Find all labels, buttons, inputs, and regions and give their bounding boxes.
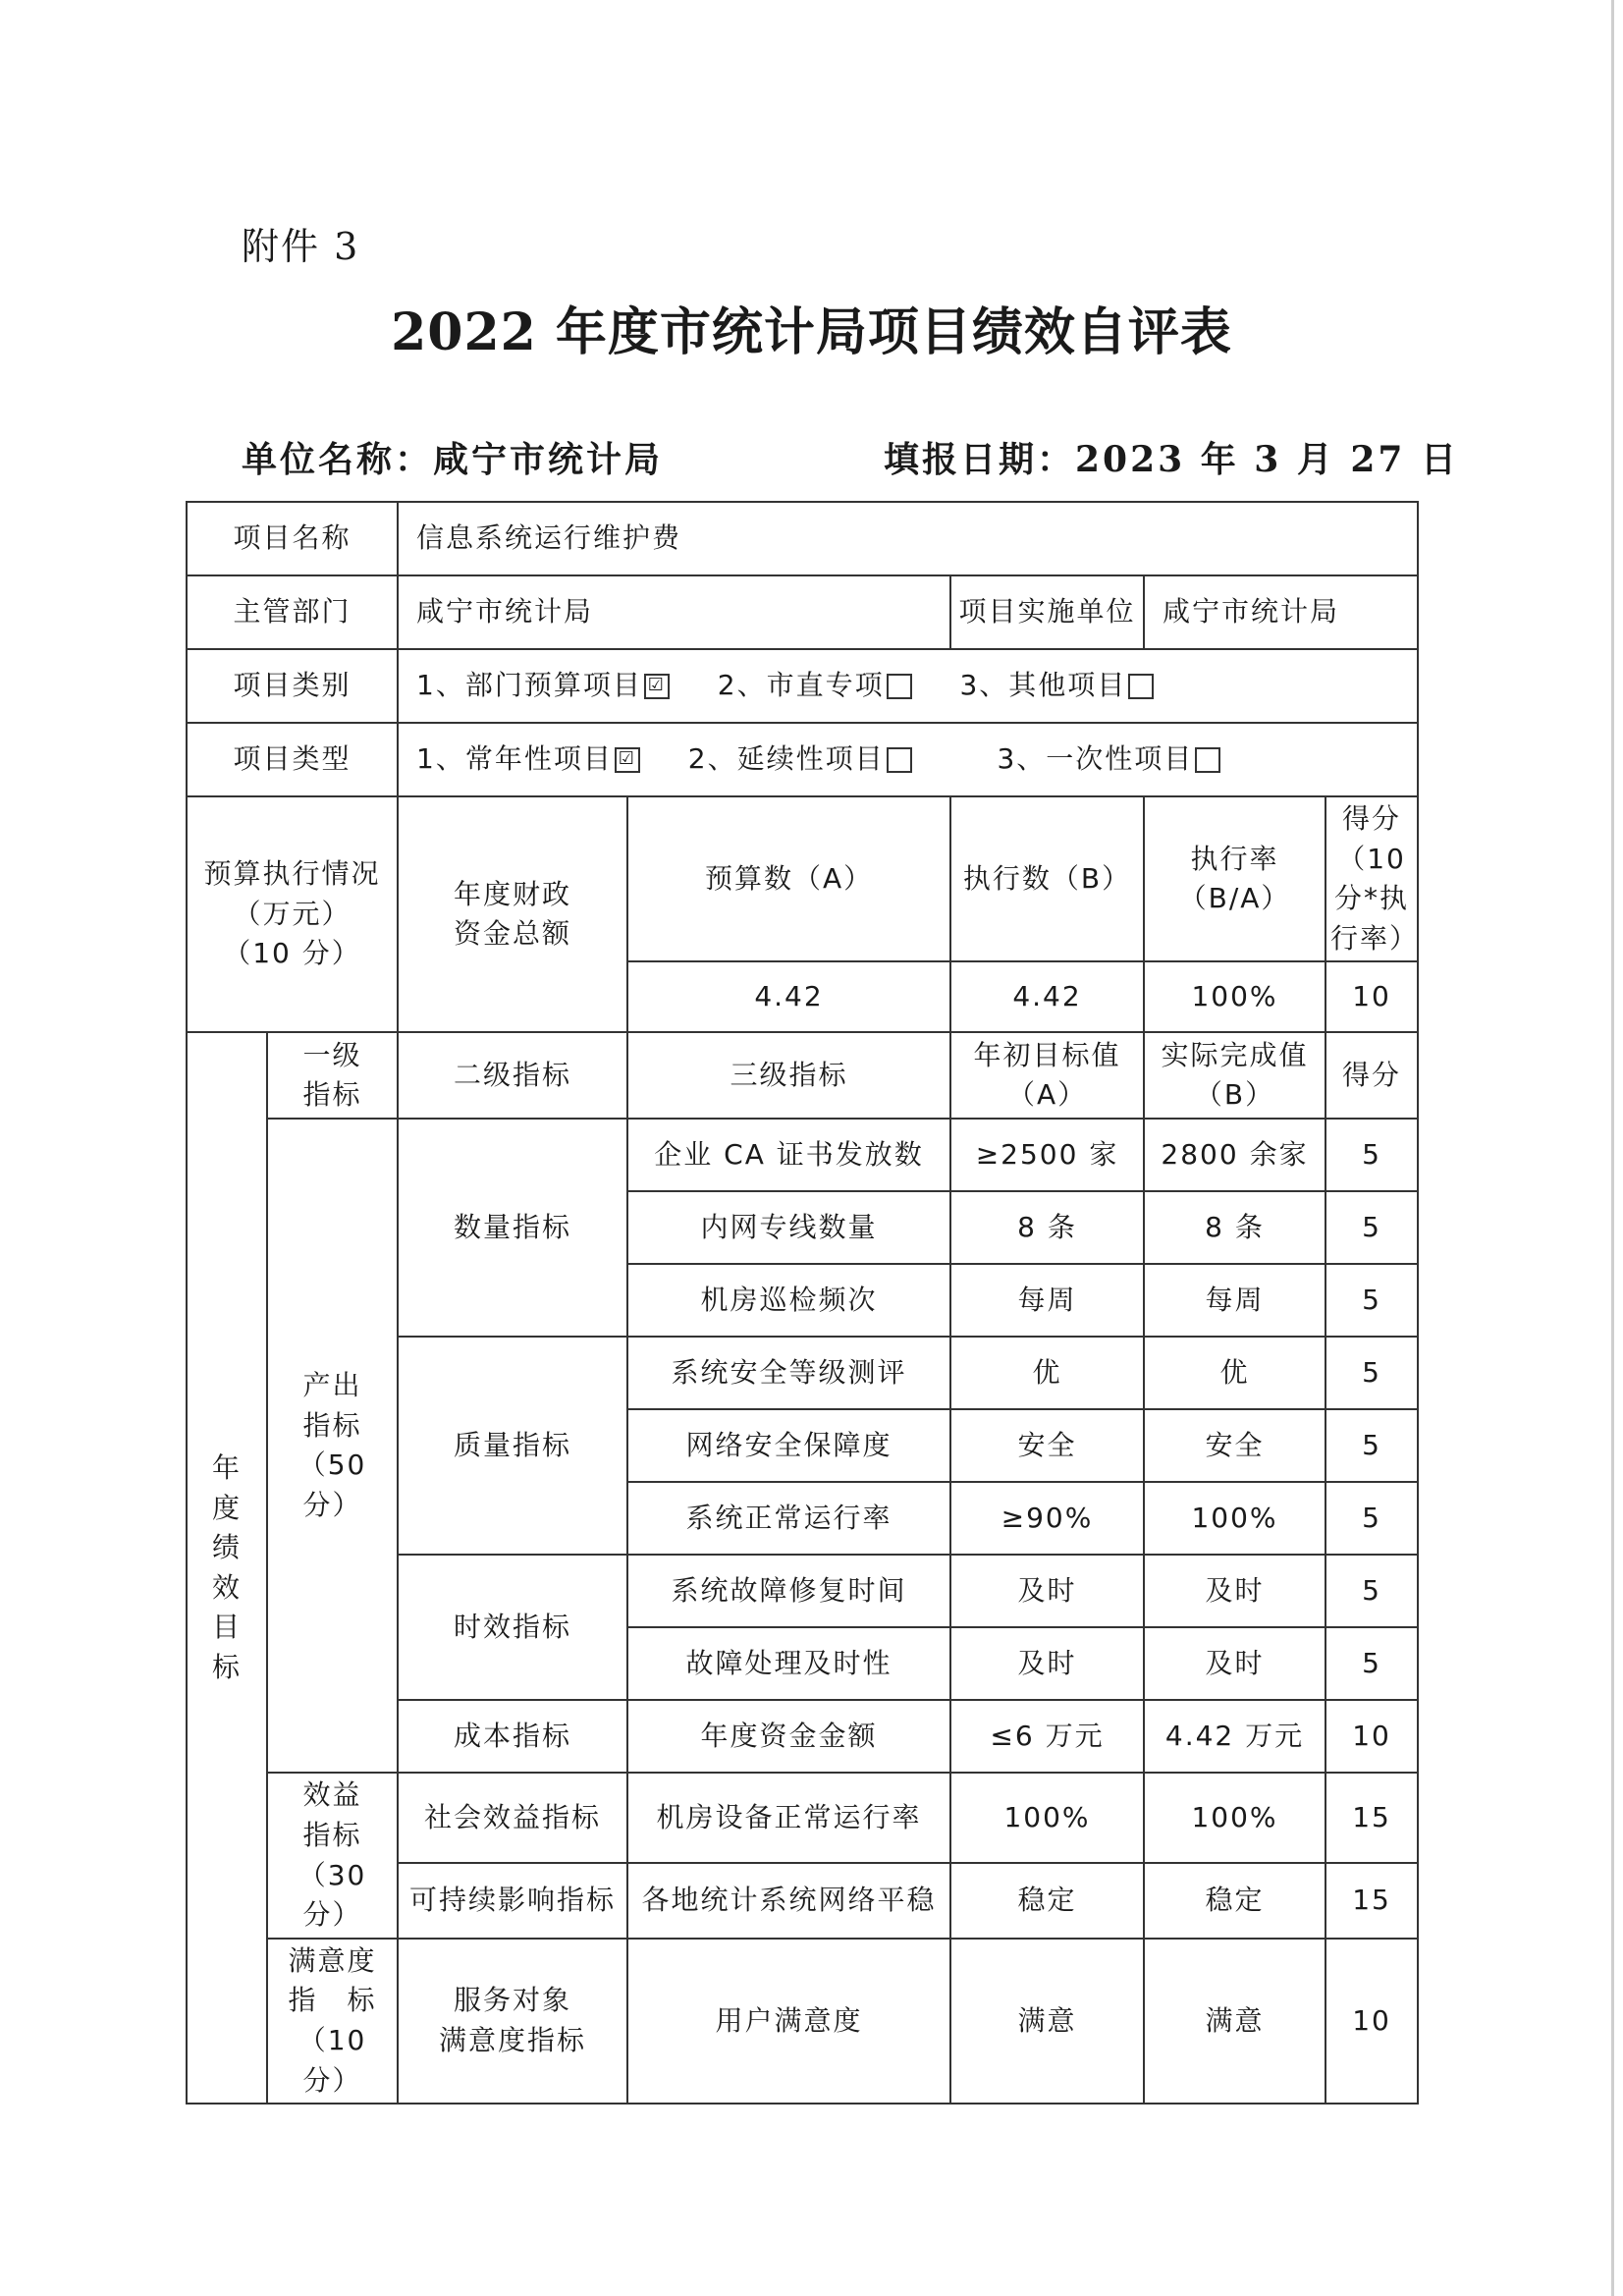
table-row <box>187 1773 1418 1862</box>
type-option-3: 3、一次性项目 <box>997 742 1194 776</box>
category-option-1: 1、部门预算项目 <box>416 669 642 702</box>
level3-indicator: 各地统计系统网络平稳 <box>627 1863 950 1939</box>
actual-value: 4.42 万元 <box>1144 1700 1325 1773</box>
row-target-header <box>187 1032 1418 1119</box>
type-options <box>398 723 1418 796</box>
level2-header: 二级指标 <box>398 1032 627 1119</box>
empty-checkbox-icon <box>1195 747 1220 773</box>
implementing-unit-label: 项目实施单位 <box>950 575 1144 649</box>
execution-rate-value: 100% <box>1144 961 1325 1032</box>
side-char: 绩 <box>211 1531 242 1564</box>
fund-label-line2: 资金总额 <box>454 917 572 951</box>
satisfaction-indicator-label <box>267 1939 398 2104</box>
score-value: 5 <box>1325 1337 1418 1409</box>
actual-value: 及时 <box>1144 1555 1325 1627</box>
satisfaction-label-line3: （10 分） <box>298 2023 367 2097</box>
type-option-1: 1、常年性项目 <box>416 742 613 776</box>
level3-indicator: 内网专线数量 <box>627 1191 950 1264</box>
level3-indicator: 企业 CA 证书发放数 <box>627 1119 950 1191</box>
target-value-header <box>950 1032 1144 1119</box>
level2-indicator: 可持续影响指标 <box>398 1863 627 1939</box>
executed-amount-value: 4.42 <box>950 961 1144 1032</box>
actual-value: 稳定 <box>1144 1863 1325 1939</box>
level3-indicator: 故障处理及时性 <box>627 1627 950 1700</box>
department-label: 主管部门 <box>187 575 398 649</box>
benefit-indicator-label <box>267 1773 398 1938</box>
row-project-name <box>187 502 1418 575</box>
project-name-value: 信息系统运行维护费 <box>398 502 1418 575</box>
target-header-line1: 年初目标值 <box>973 1038 1121 1071</box>
target-value: 8 条 <box>950 1191 1144 1264</box>
level3-indicator: 系统安全等级测评 <box>627 1337 950 1409</box>
level2-indicator: 时效指标 <box>398 1555 627 1700</box>
score-value: 5 <box>1325 1191 1418 1264</box>
implementing-unit-value: 咸宁市统计局 <box>1144 575 1418 649</box>
actual-value: 2800 余家 <box>1144 1119 1325 1191</box>
budget-amount-header: 预算数（A） <box>627 796 950 961</box>
level2-line1: 服务对象 <box>454 1984 572 2017</box>
output-label-line2: 指标 <box>302 1408 362 1442</box>
target-value: ≤6 万元 <box>950 1700 1144 1773</box>
side-char: 年 <box>211 1450 242 1484</box>
level2-indicator: 质量指标 <box>398 1337 627 1555</box>
actual-value: 及时 <box>1144 1627 1325 1700</box>
category-label: 项目类别 <box>187 649 398 723</box>
target-value: 及时 <box>950 1627 1144 1700</box>
score-header-line1: 得分 <box>1342 802 1402 835</box>
target-value: 稳定 <box>950 1863 1144 1939</box>
score-value: 15 <box>1325 1863 1418 1939</box>
type-label: 项目类型 <box>187 723 398 796</box>
budget-execution-label <box>187 796 398 1032</box>
actual-value: 优 <box>1144 1337 1325 1409</box>
annual-target-side-label <box>187 1032 267 2104</box>
target-value: ≥90% <box>950 1482 1144 1555</box>
level3-indicator: 机房巡检频次 <box>627 1264 950 1337</box>
score-value: 5 <box>1325 1627 1418 1700</box>
budget-score-header <box>1325 796 1418 961</box>
project-name-label: 项目名称 <box>187 502 398 575</box>
target-value: 安全 <box>950 1409 1144 1482</box>
score-value: 5 <box>1325 1482 1418 1555</box>
level3-indicator: 网络安全保障度 <box>627 1409 950 1482</box>
level3-indicator: 机房设备正常运行率 <box>627 1773 950 1862</box>
target-value: ≥2500 家 <box>950 1119 1144 1191</box>
satisfaction-label-line1: 满意度 <box>288 1943 377 1977</box>
level1-header-line1: 一级 <box>302 1038 362 1071</box>
benefit-label-line1: 效益 <box>302 1778 362 1812</box>
empty-checkbox-icon <box>1128 674 1154 699</box>
level2-indicator: 数量指标 <box>398 1119 627 1337</box>
score-header: 得分 <box>1325 1032 1418 1119</box>
score-value: 5 <box>1325 1409 1418 1482</box>
benefit-label-line3: （30 分） <box>298 1858 367 1932</box>
executed-amount-header: 执行数（B） <box>950 796 1144 961</box>
budget-label-line1: 预算执行情况 <box>203 857 381 891</box>
actual-value: 100% <box>1144 1482 1325 1555</box>
satisfaction-label-line2: 指 标 <box>288 1984 377 2017</box>
side-char: 度 <box>211 1491 242 1524</box>
level2-indicator: 社会效益指标 <box>398 1773 627 1862</box>
target-value: 优 <box>950 1337 1144 1409</box>
score-value: 15 <box>1325 1773 1418 1862</box>
level3-indicator: 用户满意度 <box>627 1939 950 2104</box>
row-budget-header <box>187 796 1418 961</box>
level2-indicator <box>398 1939 627 2104</box>
actual-value: 满意 <box>1144 1939 1325 2104</box>
level3-indicator: 系统正常运行率 <box>627 1482 950 1555</box>
scan-edge <box>1611 0 1614 2296</box>
level1-header-line2: 指标 <box>302 1078 362 1112</box>
actual-value: 安全 <box>1144 1409 1325 1482</box>
output-label-line1: 产出 <box>302 1369 362 1402</box>
fund-label-line1: 年度财政 <box>454 877 572 910</box>
row-department <box>187 575 1418 649</box>
actual-header-line2: （B） <box>1194 1078 1275 1112</box>
score-value: 5 <box>1325 1555 1418 1627</box>
level2-line2: 满意度指标 <box>439 2023 587 2056</box>
budget-label-line2: （万元） <box>233 897 352 930</box>
department-value: 咸宁市统计局 <box>398 575 950 649</box>
target-value: 每周 <box>950 1264 1144 1337</box>
execution-rate-header: 执行率（B/A） <box>1144 796 1325 961</box>
level3-header: 三级指标 <box>627 1032 950 1119</box>
side-char: 标 <box>211 1650 242 1683</box>
score-header-line2: （10 分*执行率） <box>1330 842 1420 955</box>
budget-amount-value: 4.42 <box>627 961 950 1032</box>
attachment-label: 附件 3 <box>242 225 360 268</box>
actual-value: 100% <box>1144 1773 1325 1862</box>
side-char: 效 <box>211 1570 242 1604</box>
category-options <box>398 649 1418 723</box>
target-value: 100% <box>950 1773 1144 1862</box>
level3-indicator: 系统故障修复时间 <box>627 1555 950 1627</box>
table-row <box>187 1119 1418 1191</box>
score-value: 10 <box>1325 1939 1418 2104</box>
level1-header <box>267 1032 398 1119</box>
output-label-line3: （50 分） <box>298 1449 367 1521</box>
empty-checkbox-icon <box>887 747 912 773</box>
fund-total-label <box>398 796 627 1032</box>
benefit-label-line2: 指标 <box>302 1818 362 1851</box>
target-header-line2: （A） <box>1006 1078 1088 1112</box>
checked-checkbox-icon: ☑ <box>644 674 670 699</box>
score-value: 5 <box>1325 1264 1418 1337</box>
actual-value-header <box>1144 1032 1325 1119</box>
budget-label-line3: （10 分） <box>223 937 361 970</box>
table-row <box>187 1939 1418 2104</box>
page-title: 2022 年度市统计局项目绩效自评表 <box>391 302 1232 362</box>
self-evaluation-table <box>186 501 1419 2105</box>
report-date: 填报日期：2023 年 3 月 27 日 <box>884 439 1460 480</box>
budget-score-value: 10 <box>1325 961 1418 1032</box>
side-char: 目 <box>211 1611 242 1644</box>
category-option-3: 3、其他项目 <box>959 669 1127 702</box>
score-value: 10 <box>1325 1700 1418 1773</box>
row-type <box>187 723 1418 796</box>
empty-checkbox-icon <box>887 674 912 699</box>
unit-name: 单位名称：咸宁市统计局 <box>242 439 664 480</box>
checked-checkbox-icon: ☑ <box>615 747 640 773</box>
level3-indicator: 年度资金金额 <box>627 1700 950 1773</box>
level2-indicator: 成本指标 <box>398 1700 627 1773</box>
target-value: 及时 <box>950 1555 1144 1627</box>
type-option-2: 2、延续性项目 <box>687 742 885 776</box>
category-option-2: 2、市直专项 <box>717 669 885 702</box>
actual-value: 8 条 <box>1144 1191 1325 1264</box>
output-indicator-label <box>267 1119 398 1773</box>
score-value: 5 <box>1325 1119 1418 1191</box>
row-category <box>187 649 1418 723</box>
actual-header-line1: 实际完成值 <box>1161 1038 1309 1071</box>
actual-value: 每周 <box>1144 1264 1325 1337</box>
target-value: 满意 <box>950 1939 1144 2104</box>
